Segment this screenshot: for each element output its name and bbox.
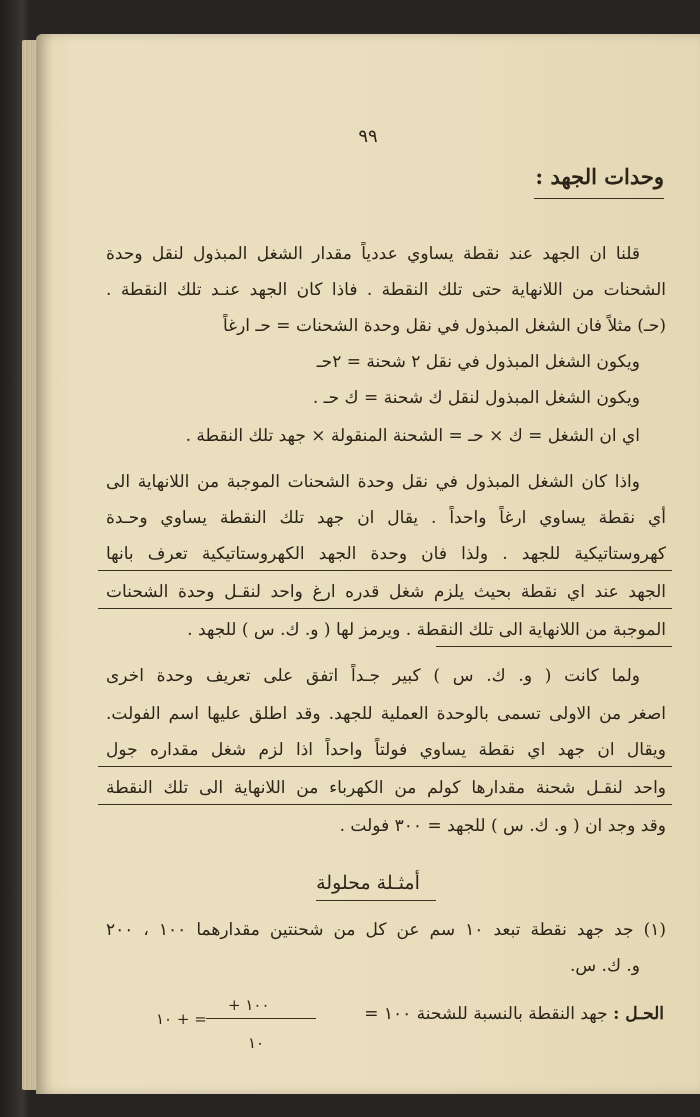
text-line: ويكون الشغل المبذول في نقل ٢ شحنة = ٢حـ [316, 352, 640, 372]
text-line: واحد لنقـل شحنة مقدارها كولم من الكهرباء من اللانهاية الى تلك النقطة [106, 778, 666, 798]
fraction-numerator: + ١٠٠ [228, 996, 270, 1014]
text-line: (حـ) مثلاً فان الشغل المبذول في نقل وحدة الشحنات = حـ ارغاً [223, 316, 666, 336]
underline-rule [98, 570, 672, 571]
example-line: و. ك. س. [570, 956, 640, 976]
fraction-denominator: ١٠ [248, 1034, 265, 1052]
text-line: كهروستاتيكية للجهد . ولذا فان وحدة الجهد الكهروستاتيكية تعرف بانها [106, 544, 666, 564]
underline-rule [98, 804, 672, 805]
text-line: قلنا ان الجهد عند نقطة يساوي عددياً مقدار الشغل المبذول لنقل وحدة [106, 244, 640, 264]
page-number: ٩٩ [358, 126, 378, 147]
underline-rule [98, 766, 672, 767]
solution-line [364, 1004, 664, 1024]
text-line: وقد وجد ان ( و. ك. س ) للجهد = ٣٠٠ فولت . [339, 816, 666, 836]
text-line: اي ان الشغل = ك × حـ = الشحنة المنقولة × جهد تلك النقطة . [185, 426, 640, 446]
heading-underline [534, 198, 664, 199]
text-line: أي نقطة يساوي ارغاً واحداً . يقال ان جهد تلك النقطة يساوي وحـدة [106, 508, 666, 528]
text-line: اصغر من الاولى تسمى بالوحدة العملية للجهد. وقد اطلق عليها اسم الفولت. [106, 704, 666, 724]
text-line: ويكون الشغل المبذول لنقل ك شحنة = ك حـ . [312, 388, 640, 408]
text-line: واذا كان الشغل المبذول في نقل وحدة الشحنات الموجبة من اللانهاية الى [106, 472, 640, 492]
solution-label: الحـل : [613, 1004, 664, 1024]
underline-rule [436, 646, 672, 647]
underline-rule [98, 608, 672, 609]
fraction-result: = + ١٠ [156, 1010, 207, 1028]
examples-title-underline [316, 900, 436, 901]
text-line: الشحنات من اللانهاية حتى تلك النقطة . فاذا كان الجهد عنـد تلك النقطة . [106, 280, 666, 300]
examples-title: أمثـلة محلولة [316, 872, 420, 894]
example-line: (١) جد جهد نقطة تبعد ١٠ سم عن كل من شحنتين مقدارهما ١٠٠ ، ٢٠٠ [106, 920, 666, 940]
book-page [36, 34, 700, 1094]
text-line: الموجبة من اللانهاية الى تلك النقطة . ويرمز لها ( و. ك. س ) للجهد . [187, 620, 666, 640]
page-content [36, 34, 700, 1094]
text-line: ويقال ان جهد اي نقطة يساوي فولتاً واحداً اذا لزم شغل مقداره جول [106, 740, 666, 760]
solution-text: جهد النقطة بالنسبة للشحنة ١٠٠ = [364, 1004, 608, 1024]
text-line: ولما كانت ( و. ك. س ) كبير جـداً اتفق على تعريف وحدة اخرى [106, 666, 640, 686]
fraction-bar [206, 1018, 316, 1019]
section-heading: وحدات الجهد : [535, 164, 664, 189]
text-line: الجهد عند اي نقطة بحيث يلزم شغل قدره ارغ واحد لنقـل وحدة الشحنات [106, 582, 666, 602]
fraction [136, 984, 356, 1064]
